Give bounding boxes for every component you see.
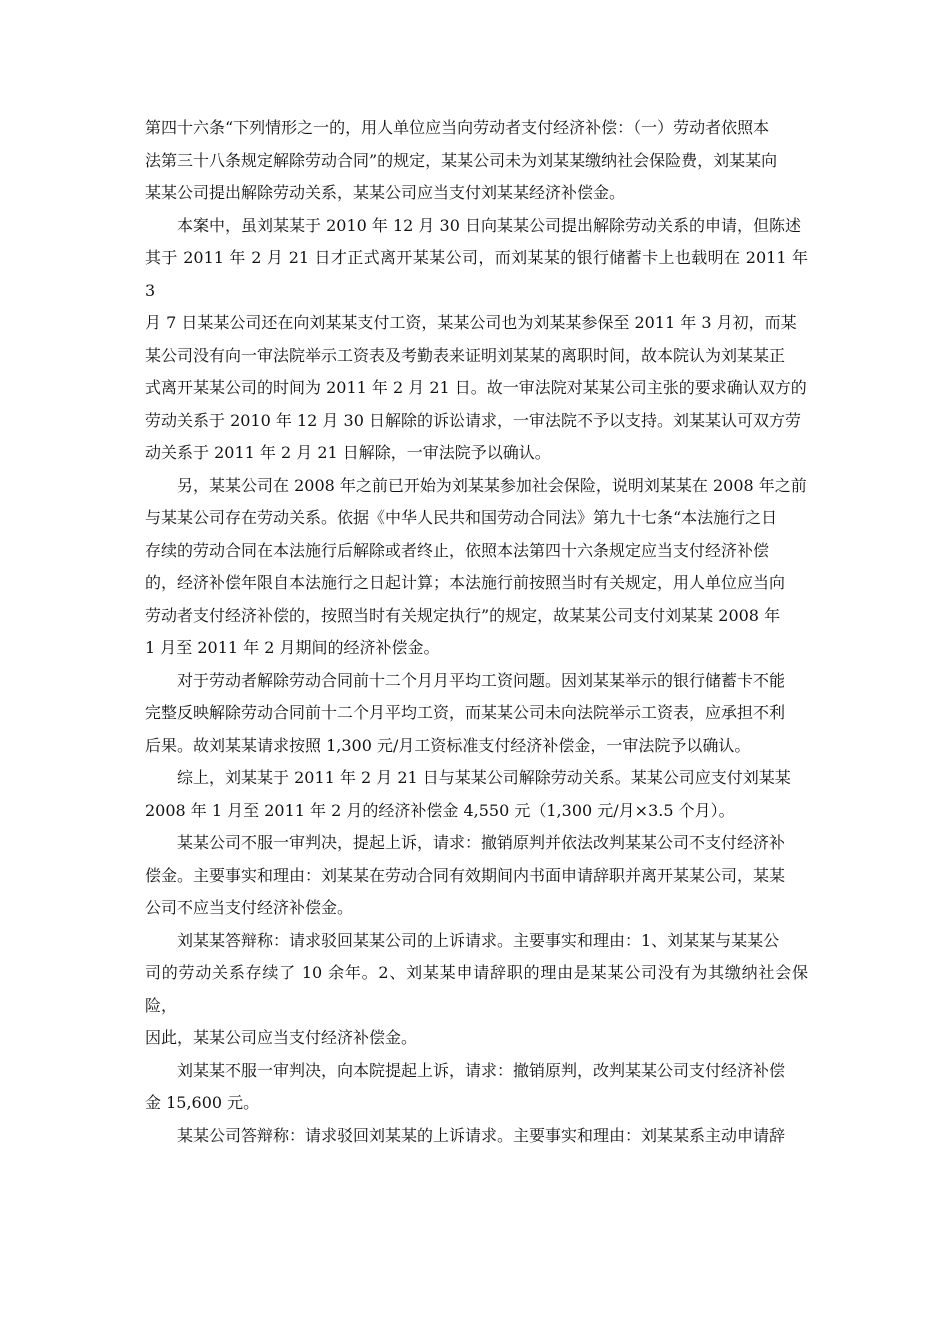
text-line: 本案中，虽刘某某于 2010 年 12 月 30 日向某某公司提出解除劳动关系的申请，但陈述 [177, 215, 801, 235]
text-line: 第四十六条“下列情形之一的，用人单位应当向劳动者支付经济补偿：（一）劳动者依照本 [145, 118, 770, 137]
text-line: 偿金。主要事实和理由：刘某某在劳动合同有效期间内书面申请辞职并离开某某公司，某某 [145, 865, 786, 885]
text-line: 月 7 日某某公司还在向刘某某支付工资，某某公司也为刘某某参保至 2011 年 3 月初，而某 [145, 313, 797, 332]
text-line: 2008 年 1 月至 2011 年 2 月的经济补偿金 4,550 元（1,300 元/月×3.5 个月）。 [145, 800, 735, 820]
text-line: 公司不应当支付经济补偿金。 [145, 898, 354, 917]
text-line: 另，某某公司在 2008 年之前已开始为刘某某参加社会保险，说明刘某某在 2008 年之前 [177, 475, 807, 495]
text-line: 存续的劳动合同在本法施行后解除或者终止，依照本法第四十六条规定应当支付经济补偿 [145, 540, 770, 560]
text-line: 与某某公司存在劳动关系。依据《中华人民共和国劳动合同法》第九十七条“本法施行之日 [145, 508, 778, 527]
text-line: 后果。故刘某某请求按照 1,300 元/月工资标准支付经济补偿金，一审法院予以确认。 [145, 735, 751, 755]
paragraph-company-defense [145, 1120, 808, 1153]
text-line: 因此，某某公司应当支付经济补偿金。 [145, 1028, 418, 1047]
paragraph-liu-appeal [145, 1055, 808, 1120]
paragraph-article-46 [145, 112, 808, 210]
paragraph-liu-defense [145, 925, 808, 1055]
text-line: 刘某某不服一审判决，向本院提起上诉，请求：撤销原判，改判某某公司支付经济补偿 [177, 1060, 786, 1080]
text-line: 某某公司不服一审判决，提起上诉，请求：撤销原判并依法改判某某公司不支付经济补 [177, 833, 786, 852]
text-line: 动关系于 2011 年 2 月 21 日解除，一审法院予以确认。 [145, 443, 551, 462]
text-line: 1 月至 2011 年 2 月期间的经济补偿金。 [145, 638, 440, 657]
text-line: 劳动关系于 2010 年 12 月 30 日解除的诉讼请求，一审法院不予以支持。刘某某认可双方劳 [145, 410, 801, 430]
text-line: 某某公司答辩称：请求驳回刘某某的上诉请求。主要事实和理由：刘某某系主动申请辞 [177, 1125, 786, 1145]
text-line: 式离开某某公司的时间为 2011 年 2 月 21 日。故一审法院对某某公司主张的要求确认双方的 [145, 378, 807, 397]
paragraph-social-insurance [145, 470, 808, 665]
text-line: 刘某某答辩称：请求驳回某某公司的上诉请求。主要事实和理由：1、刘某某与某某公 [177, 930, 780, 950]
text-line: 金 15,600 元。 [145, 1093, 260, 1112]
paragraph-case-facts [145, 210, 808, 470]
text-line: 劳动者支付经济补偿的，按照当时有关规定执行”的规定，故某某公司支付刘某某 2008 年 [145, 605, 781, 625]
text-line: 某某公司提出解除劳动关系，某某公司应当支付刘某某经济补偿金。 [145, 183, 626, 202]
text-line: 完整反映解除劳动合同前十二个月平均工资，而某某公司未向法院举示工资表，应承担不利 [145, 703, 786, 722]
paragraph-company-appeal [145, 827, 808, 925]
document-page [145, 112, 808, 1152]
text-line: 其于 2011 年 2 月 21 日才正式离开某某公司，而刘某某的银行储蓄卡上也载明在 2011 年 3 [145, 248, 808, 300]
text-line: 对于劳动者解除劳动合同前十二个月月平均工资问题。因刘某某举示的银行储蓄卡不能 [177, 670, 786, 690]
text-line: 的，经济补偿年限自本法施行之日起计算；本法施行前按照当时有关规定，用人单位应当向 [145, 573, 786, 592]
text-line: 司的劳动关系存续了 10 余年。2、刘某某申请辞职的理由是某某公司没有为其缴纳社会保险， [145, 963, 808, 1015]
paragraph-summary [145, 762, 808, 827]
paragraph-average-wage [145, 665, 808, 763]
text-line: 某公司没有向一审法院举示工资表及考勤表来证明刘某某的离职时间，故本院认为刘某某正 [145, 345, 786, 365]
text-line: 法第三十八条规定解除劳动合同”的规定，某某公司未为刘某某缴纳社会保险费，刘某某向 [145, 150, 778, 170]
text-line: 综上，刘某某于 2011 年 2 月 21 日与某某公司解除劳动关系。某某公司应支付刘某某 [177, 768, 791, 787]
